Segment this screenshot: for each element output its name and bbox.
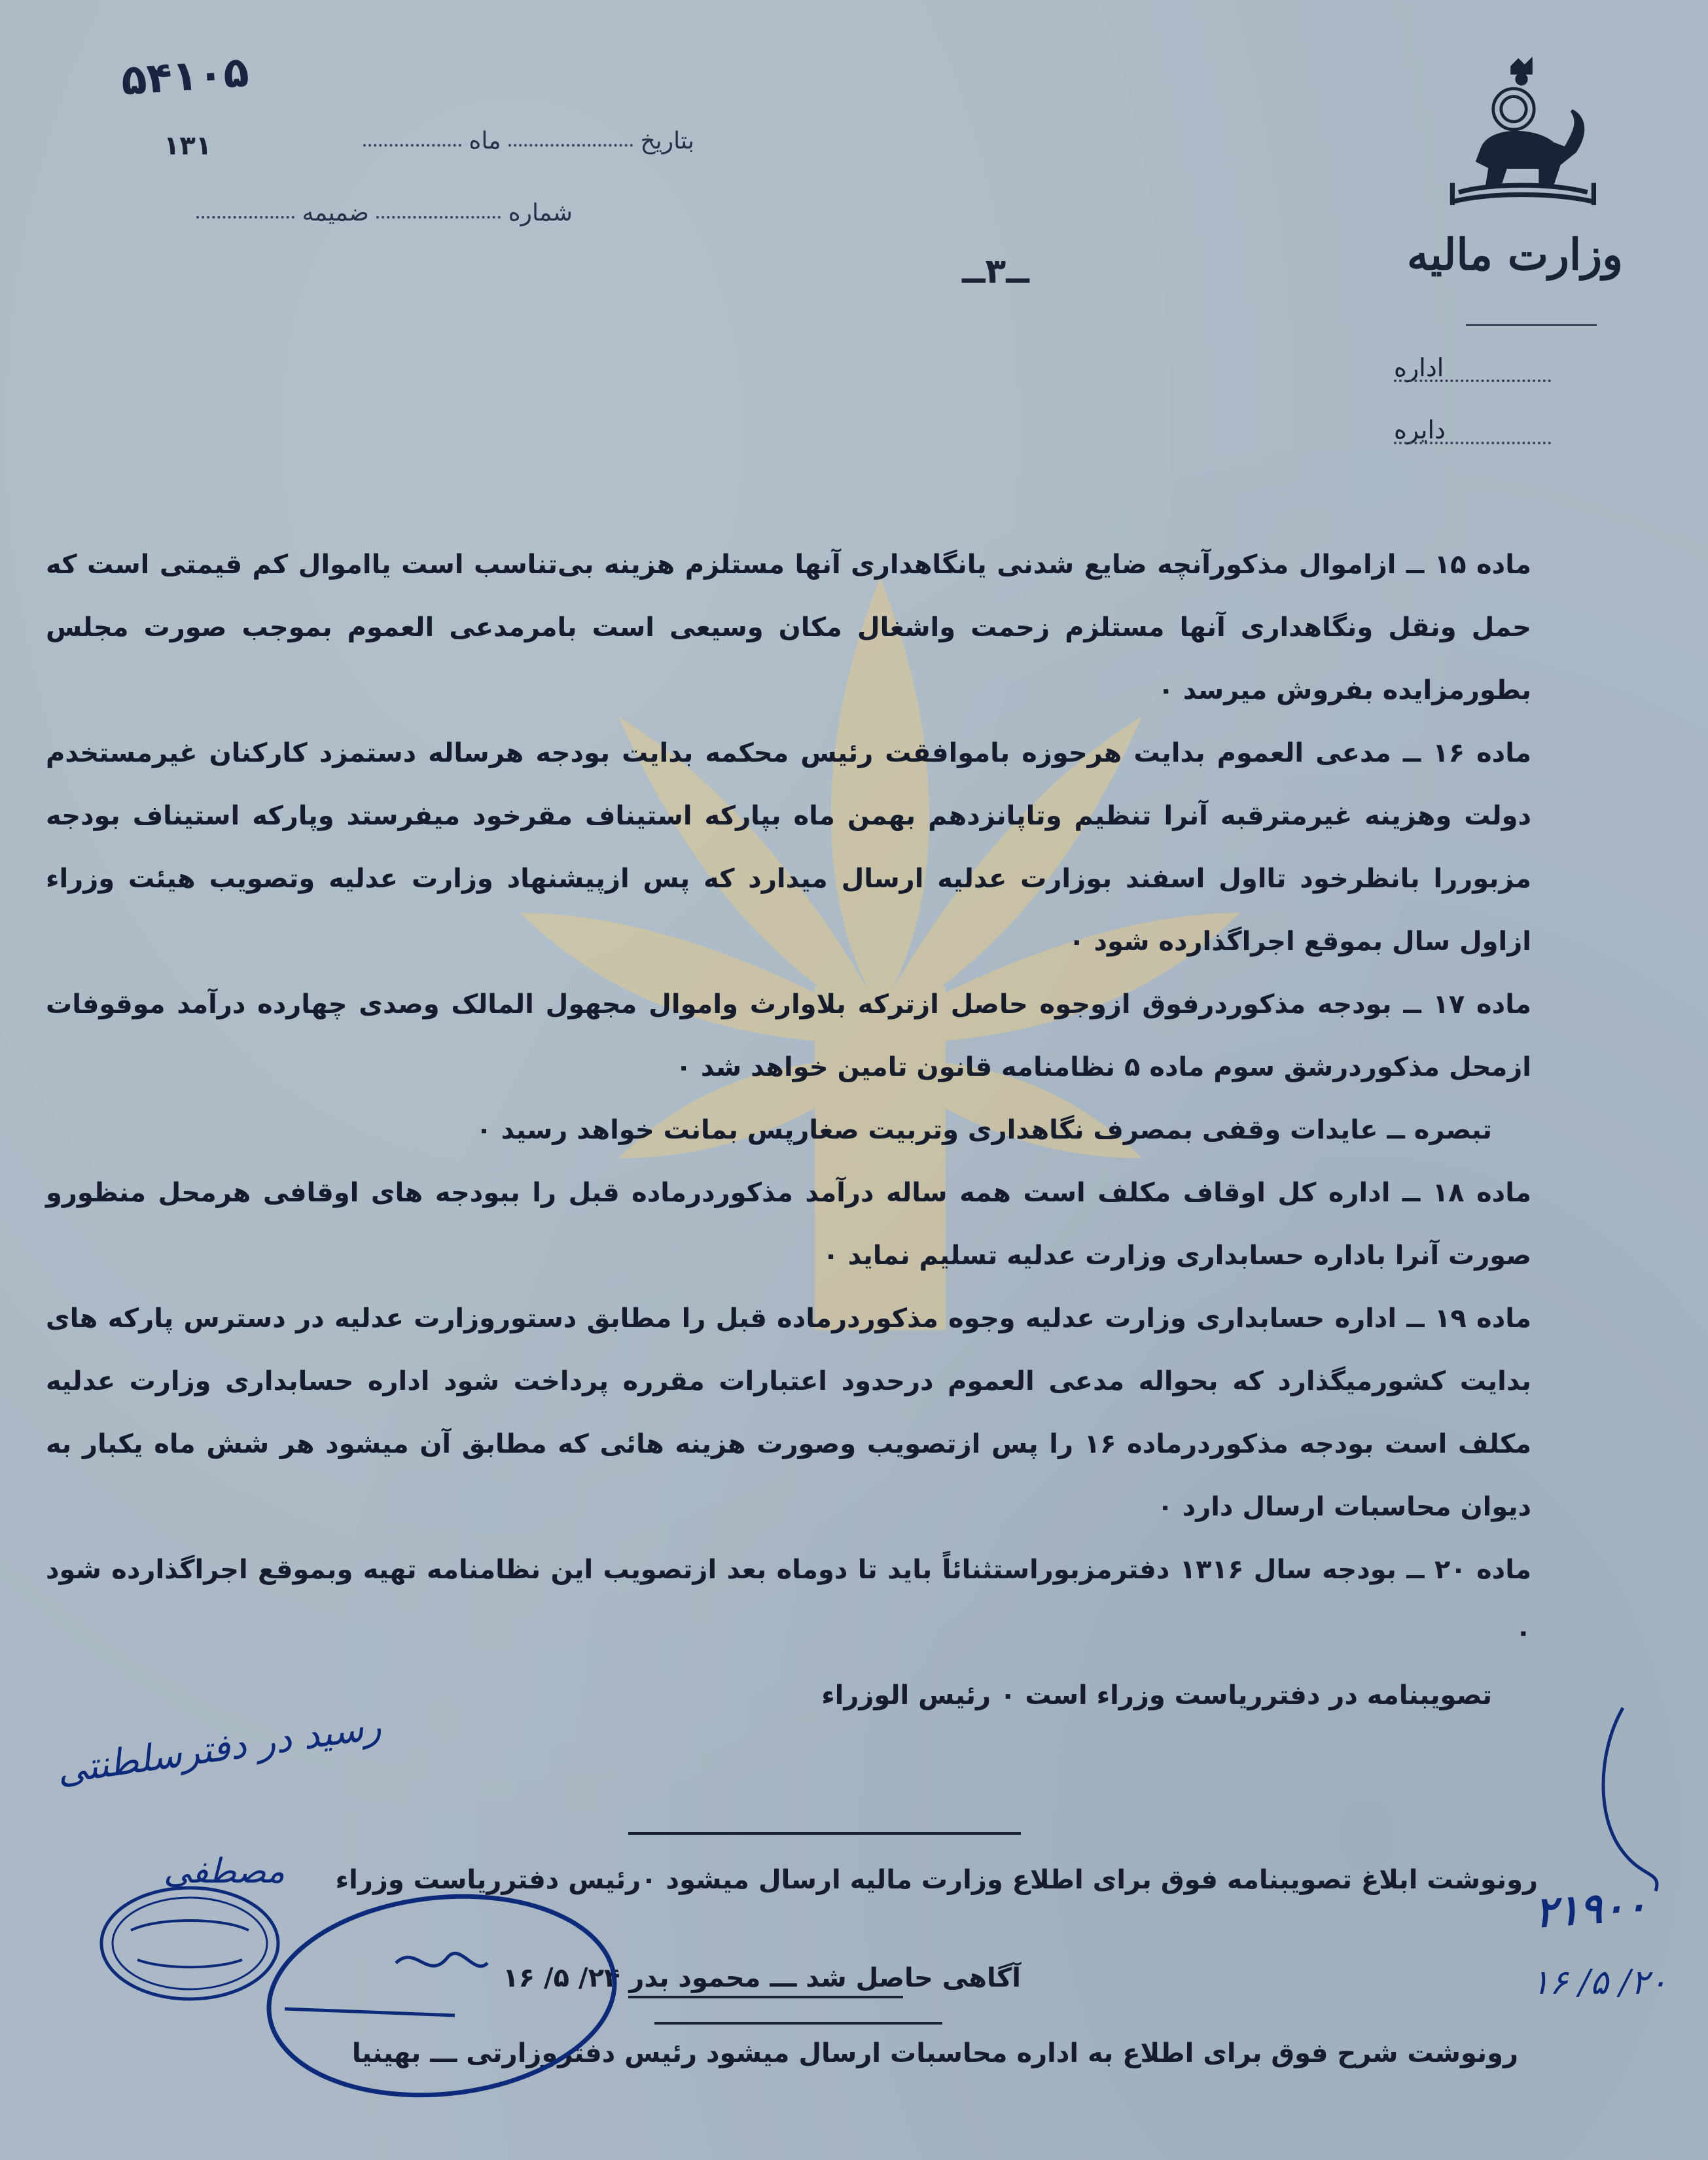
number-field: [196, 200, 573, 226]
department-dots: [1394, 380, 1551, 382]
division-label: دایره: [1394, 416, 1446, 444]
page-number: ــ۳ــ: [962, 252, 1029, 291]
register-number: ۲۱۹۰۰: [1533, 1881, 1649, 1938]
ministry-name: وزارت مالیه: [1407, 229, 1623, 280]
article-16: ماده ۱۶ ــ مدعی العموم بدایت هرحوزه باموافقت رئیس محکمه بدایت بودجه هرساله دستمزد کارکنان غیرمستخدم دولت وهزینه غیرمترقبه آنرا تنظیم وتاپانزدهم بهمن ماه بپارکه استیناف مقرخود میفرستد وپارکه استیناف بودجه مزبوررا بانظرخود تااول اسفند بوزارت عدلیه ارسال میدارد که پس ازپیشنهاد وزارت عدلیه وتصویب هیئت وزراء ازاول سال بموقع اجراگذارده شود ۰: [46, 738, 1531, 957]
month-dots: [363, 137, 461, 147]
note-to-article-17: تبصره ــ عایدات وقفی بمصرف نگاهداری وتربیت صغارپس بمانت خواهد رسید ۰: [476, 1115, 1492, 1145]
article-18: ماده ۱۸ ــ اداره کل اوقاف مکلف است همه ساله درآمد مذکوردرماده قبل را ببودجه های اوقافی هرمحل منظورو صورت آنرا باداره حسابداری وزارت عدلیه تسلیم نماید ۰: [46, 1178, 1531, 1271]
department-label: اداره: [1394, 353, 1444, 382]
separator-middle: [628, 1996, 903, 1998]
separator-bottom: [654, 2022, 942, 2025]
article-15: ماده ۱۵ ــ ازاموال مذکورآنچه ضایع شدنی یانگاهداری آنها مستلزم هزینه بی‌تناسب است یااموال کم قیمتی است که حمل ونقل ونگاهداری آنها مستلزم زحمت واشغال مکان وسیعی است بامرمدعی العموم بموجب صورت مجلس بطورمزایده بفروش میرسد ۰: [46, 550, 1531, 705]
article-20: ماده ۲۰ ــ بودجه سال ۱۳۱۶ دفترمزبوراستثنائاً باید تا دوماه بعد ازتصویب این نظامنامه تهیه وبموقع اجراگذارده شود ۰: [46, 1555, 1531, 1648]
ministry-rule: [1466, 324, 1597, 326]
date-dots: [508, 137, 633, 147]
attachment-label: ضمیمه: [302, 200, 369, 226]
lion-and-sun-emblem: [1443, 56, 1600, 216]
decree-body: [46, 533, 1531, 1727]
marginal-name: مصطفی: [164, 1852, 285, 1891]
article-19: ماده ۱۹ ــ اداره حسابداری وزارت عدلیه وجوه مذکوردرماده قبل را مطابق دستوروزارت عدلیه در دسترس پارکه های بدایت کشورمیگذارد که بحواله مدعی العموم درحدود اعتبارات مقرره پرداخت شود اداره حسابداری وزارت عدلیه مکلف است بودجه مذکوردرماده ۱۶ را پس ازتصویب وصورت هزینه هائی که مطابق آن میشود هر شش ماه یکبار به دیوان محاسبات ارسال دارد ۰: [46, 1303, 1532, 1522]
separator-top: [628, 1832, 1021, 1835]
copy-note-accounts: رونوشت شرح فوق برای اطلاع به اداره محاسبات ارسال میشود رئیس دفتروزارتی ـــ بهینیا: [351, 2038, 1518, 2068]
division-dots: [1394, 442, 1551, 444]
handwritten-stroke: [1584, 1701, 1682, 1898]
reference-number: ۵۴۱۰۵: [119, 48, 251, 105]
register-date: ۲۰/ ۵/ ۱۶: [1531, 1963, 1667, 2002]
acknowledgement-note: آگاهی حاصل شد ـــ محمود بدر ۲۴/ ۵/ ۱۶: [503, 1963, 1021, 1993]
handwritten-ring: [258, 1885, 625, 2107]
number-dots: [376, 209, 501, 219]
date-label: بتاریخ: [640, 128, 694, 154]
date-field: [363, 128, 694, 154]
year-value: ۱۳۱: [164, 131, 212, 161]
article-17: ماده ۱۷ ــ بودجه مذکوردرفوق ازوجوه حاصل ازترکه بلاوارث واموال مجهول المالک وصدی چهارده درآمد موقوفات ازمحل مذکوردرشق سوم ماده ۵ نظامنامه قانون تامین خواهد شد ۰: [46, 989, 1531, 1082]
copy-note-prime-minister: رونوشت ابلاغ تصویبنامه فوق برای اطلاع وزارت مالیه ارسال میشود ۰رئیس دفترریاست وزراء: [335, 1865, 1538, 1895]
number-label: شماره: [508, 200, 573, 226]
marginal-receipt-note: رسید در دفترسلطنتی: [54, 1705, 384, 1793]
closing-line: تصویبنامه در دفترریاست وزراء است ۰ رئیس الوزراء: [821, 1680, 1492, 1710]
month-label: ماه: [469, 128, 501, 154]
attachment-dots: [196, 209, 294, 219]
